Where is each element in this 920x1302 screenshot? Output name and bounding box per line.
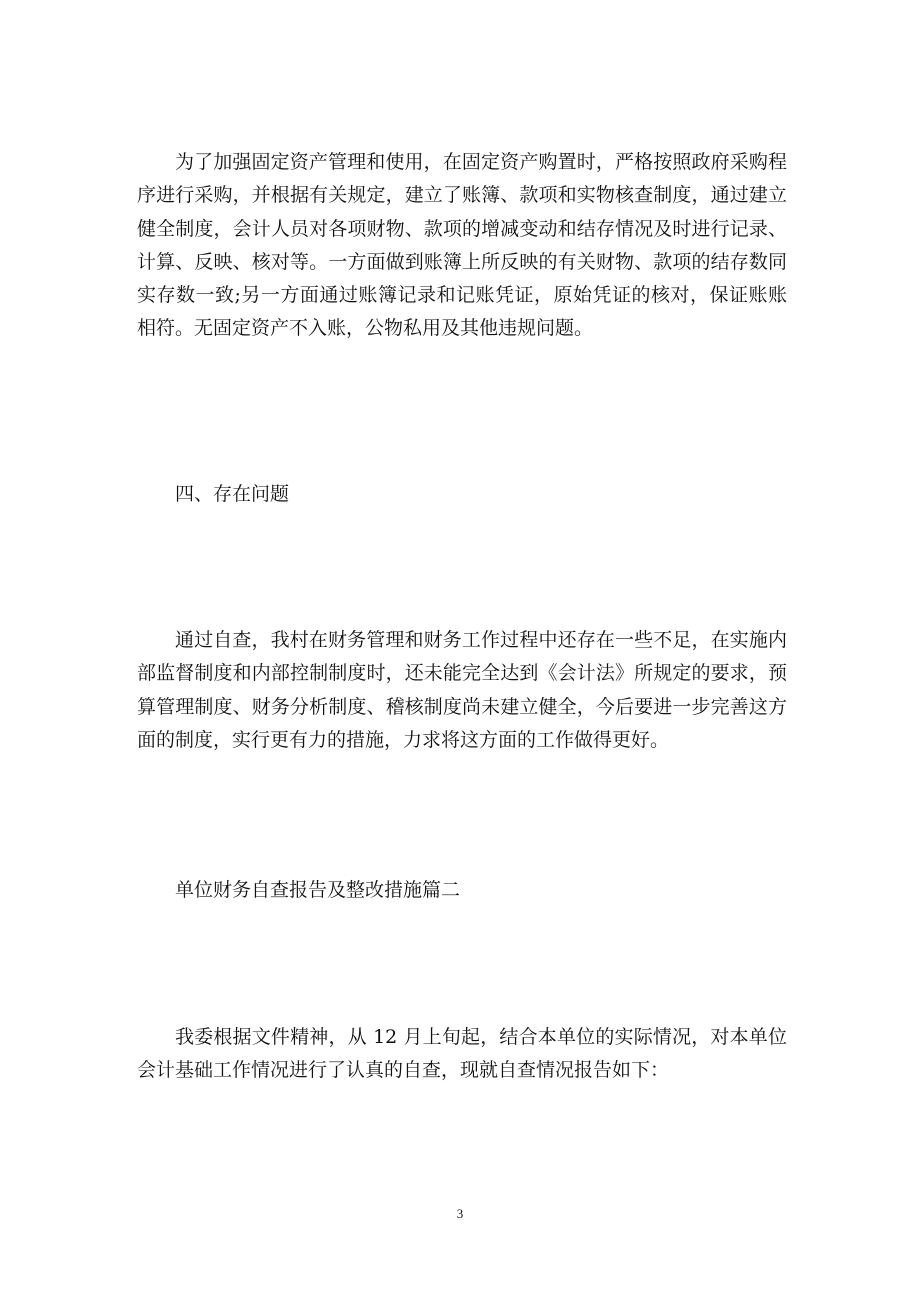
body-paragraph-fixed-assets: 为了加强固定资产管理和使用，在固定资产购置时，严格按照政府采购程序进行采购，并根据有关规定，建立了账簿、款项和实物核查制度，通过建立健全制度，会计人员对各项财物、款项的增减变动和结存情况及时进行记录、计算、反映、核对等。一方面做到账簿上所反映的有关财物、款项的结存数同实存数一致;另一方面通过账簿记录和记账凭证，原始凭证的核对，保证账账相符。无固定资产不入账，公物私用及其他违规问题。 (137, 151, 787, 340)
body-paragraph-self-inspection: 我委根据文件精神，从 12 月上旬起，结合本单位的实际情况，对本单位会计基础工作情况进行了认真的自查，现就自查情况报告如下： (137, 1026, 787, 1082)
article-title: 单位财务自查报告及整改措施篇二 (175, 879, 461, 901)
section-heading: 四、存在问题 (175, 483, 290, 505)
body-paragraph-existing-problems: 通过自查，我村在财务管理和财务工作过程中还存在一些不足，在实施内部监督制度和内部控制制度时，还未能完全达到《会计法》所规定的要求，预算管理制度、财务分析制度、稽核制度尚未建立健全，今后要进一步完善这方面的制度，实行更有力的措施，力求将这方面的工作做得更好。 (137, 629, 787, 751)
page-number: 3 (456, 1206, 464, 1221)
